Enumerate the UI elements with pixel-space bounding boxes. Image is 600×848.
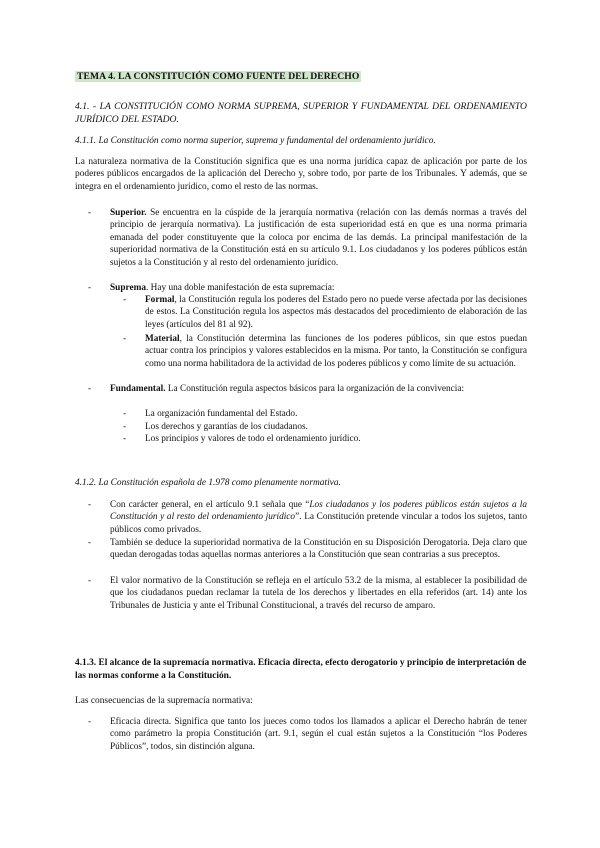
bullet-dash: -: [88, 717, 92, 727]
bullet-dash: -: [88, 283, 92, 293]
subsection-4-1-3-heading: 4.1.3. El alcance de la supremacía normativa. Eficacia directa, efecto derogatorio y principio de interpretación de las normas conforme a la Constitución.: [75, 658, 527, 681]
text-material: , la Constitución determina las funciones de los poderes públicos, sin que estos puedan actuar contra los principios y valores establecidos en la misma. Por tanto, la Constitución se configura como una norma habilitadora de la actividad de los poderes públicos y como límite de su actuación.: [145, 334, 527, 369]
bullet-dash: -: [88, 538, 92, 548]
text-fundamental: La Constitución regula aspectos básicos para la organización de la convivencia:: [165, 384, 465, 394]
list-item-eficacia-directa: - Eficacia directa. Significa que tanto los jueces como todos los llamados a aplicar el Derecho habrán de tener como parámetro la propia Constitución (art. 9.1, según el cual están sujetos a la Constitución “los Poderes Públicos”, todos, sin distinción alguna.: [88, 717, 527, 752]
list-item-articulo-53-2: - El valor normativo de la Constitución se refleja en el artículo 53.2 de la misma, al establecer la posibilidad de que los ciudadanos puedan reclamar la tutela de los derechos y libertades en ella referidos (art. 14) ante los Tribunales de Justicia y ante el Tribunal Constitucional, a través del recurso de amparo.: [88, 576, 527, 611]
list-item-formal: [123, 294, 527, 331]
bullet-dash: -: [123, 409, 127, 419]
term-material: Material: [145, 334, 180, 344]
list-item-articulo-9-1: - Con carácter general, en el artículo 9.1 señala que “Los ciudadanos y los poderes públicos están sujetos a la Constitución y al resto del ordenamiento jurídico”. La Constitución pretende vincular a todos los sujetos, tanto públicos como privados.: [88, 500, 527, 535]
list-item-fundamental: [88, 383, 527, 395]
bullet-dash: -: [88, 208, 92, 218]
bullet-dash: -: [88, 384, 92, 394]
list-item: - Los principios y valores de todo el ordenamiento jurídico.: [123, 434, 361, 444]
bullet-dash: -: [88, 576, 92, 586]
bullet-dash: -: [123, 422, 127, 432]
list-item: - La organización fundamental del Estado.: [123, 409, 298, 419]
term-formal: Formal: [145, 295, 175, 305]
subsection-4-1-1-heading: 4.1.1. La Constitución como norma superior, suprema y fundamental del ordenamiento jurídico.: [75, 136, 436, 146]
text-superior: Se encuentra en la cúspide de la jerarquía normativa (relación con las demás normas a través del principio de jerarquía normativa). La justificación de esta superioridad está en que es una norma primaria emanada del poder constituyente que la coloca por encima de las demás. La principal manifestación de la superioridad normativa de la Constitución está en su artículo 9.1. Los ciudadanos y los poderes públicos están sujetos a la Constitución y al resto del ordenamiento jurídico.: [110, 208, 527, 268]
bullet-dash: -: [123, 295, 127, 305]
term-suprema: Suprema: [110, 283, 146, 293]
intro-paragraph: La naturaleza normativa de la Constitución significa que es una norma jurídica capaz de aplicación por parte de los poderes públicos encargados de la aplicación del Derecho y, sobre todo, por parte de los Tribunales. Y además, que se integra en el ordenamiento jurídico, como el resto de las normas.: [75, 157, 527, 192]
list-item-superior: [88, 207, 527, 269]
consequences-intro: Las consecuencias de la supremacía normativa:: [75, 696, 253, 706]
section-4-1-heading: 4.1. - LA CONSTITUCIÓN COMO NORMA SUPREMA, SUPERIOR Y FUNDAMENTAL DEL ORDENAMIENTO JURÍDICO DEL ESTADO.: [75, 101, 527, 125]
term-fundamental: Fundamental.: [110, 384, 166, 394]
bullet-dash: -: [88, 500, 92, 510]
subsection-4-1-2-heading: 4.1.2. La Constitución española de 1.978 como plenamente normativa.: [75, 478, 341, 488]
bullet-dash: -: [123, 434, 127, 444]
quote-article-9-1: Los ciudadanos y los poderes públicos están sujetos a la Constitución y al resto del ordenamiento jurídico: [110, 500, 527, 523]
list-item-suprema: [88, 282, 527, 294]
term-superior: Superior.: [110, 208, 147, 218]
text-formal: , la Constitución regula los poderes del Estado pero no puede verse afectada por las decisiones de estos. La Constitución regula los aspectos más destacados del procedimiento de elaboración de las leyes (artículos del 81 al 92).: [145, 295, 527, 330]
list-item: - Los derechos y garantías de los ciudadanos.: [123, 422, 308, 432]
list-item-disposicion-derogatoria: - También se deduce la superioridad normativa de la Constitución en su Disposición Derogatoria. Deja claro que quedan derogadas todas aquellas normas anteriores a la Constitución que sean contrarias a sus preceptos.: [88, 538, 527, 561]
text-suprema: . Hay una doble manifestación de esta supremacía:: [146, 283, 335, 293]
document-title: TEMA 4. LA CONSTITUCIÓN COMO FUENTE DEL DERECHO: [77, 71, 360, 82]
list-item-material: [123, 333, 527, 370]
bullet-dash: -: [123, 334, 127, 344]
